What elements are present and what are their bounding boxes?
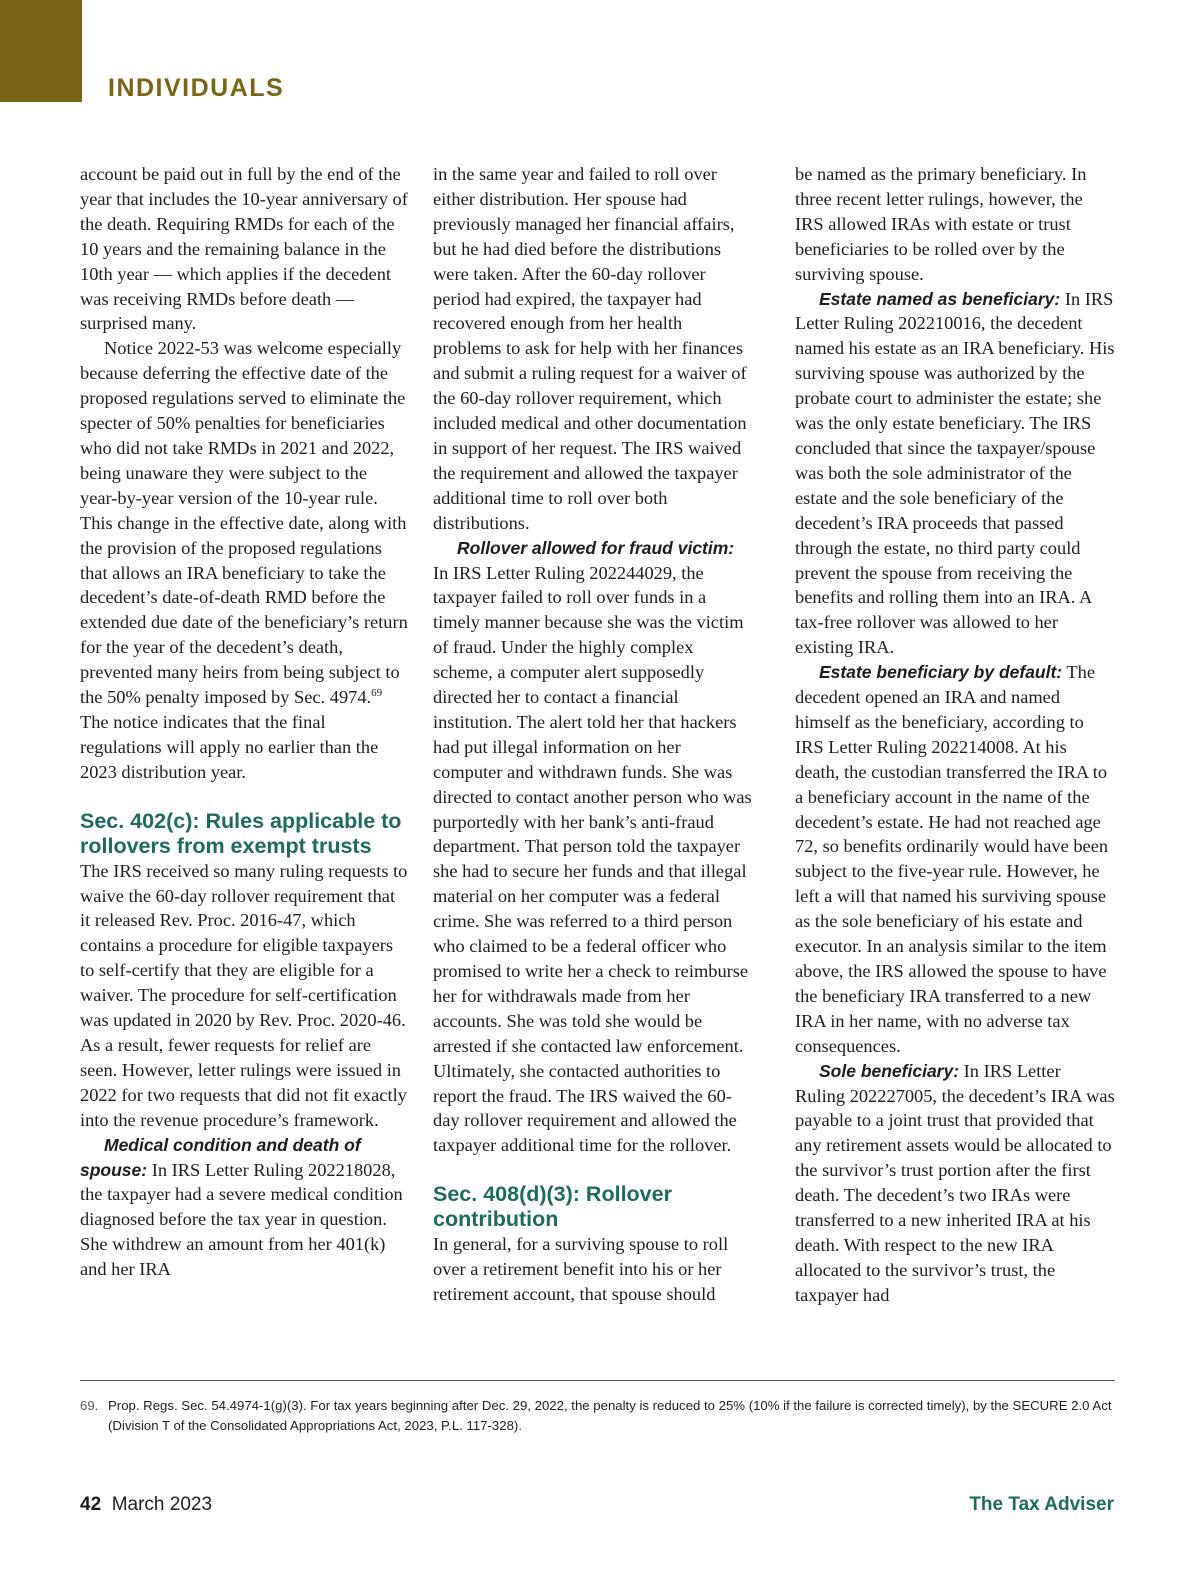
paragraph (795, 660, 1115, 1059)
page-number: 42 (80, 1494, 102, 1515)
section-heading-408d3: Sec. 408(d)(3): Rollover contribution (433, 1182, 672, 1232)
text-run: The notice indicates that the final regulations will apply no earlier than the 2023 distribution year. (80, 711, 379, 782)
publication-name: The Tax Adviser (969, 1494, 1114, 1515)
section-label: INDIVIDUALS (108, 74, 285, 102)
footnote-69 (80, 1396, 1115, 1436)
paragraph: account be paid out in full by the end of the year that includes the 10-year anniversary of the death. Requiring RMDs for each of the 10 years and the remaining balance in the 10th year — which applies if the decedent was receiving RMDs before death — surprised many. (80, 164, 408, 334)
footnote-text: Prop. Regs. Sec. 54.4974-1(g)(3). For tax years beginning after Dec. 29, 2022, the penalty is reduced to 25% (10% if the failure is corrected timely), by the SECURE 2.0 Act (Division T of the Consolidated Appropriations Act, 2023, P.L. 117-328). (108, 1398, 1112, 1433)
column-3 (795, 162, 1115, 1308)
footnote-number: 69. (80, 1398, 99, 1413)
footnote-ref-69[interactable]: 69 (371, 686, 383, 699)
run-in-heading: Sole beneficiary: (819, 1060, 960, 1081)
column-2 (433, 162, 753, 1307)
page-folio (80, 1494, 212, 1516)
run-in-heading: Rollover allowed for fraud victim: (457, 537, 735, 558)
paragraph (433, 536, 753, 1159)
text-run: In IRS Letter Ruling 202218028, the taxpayer had a severe medical condition diagnosed before the tax year in question. She withdrew an amount from her 401(k) and her IRA (80, 1159, 403, 1280)
text-run: In IRS Letter Ruling 202244029, the taxpayer failed to roll over funds in a timely manner because she was the victim of fraud. Under the highly complex scheme, a computer alert supposedly directed her to contact a financial institution. The alert told her that hackers had put illegal information on her computer and withdrawn funds. She was directed to contact another person who was purportedly with her bank’s anti-fraud department. That person told the taxpayer she had to secure her funds and that illegal material on her computer was a federal crime. She was referred to a third person who claimed to be a federal officer who promised to write her a check to reimburse her for withdrawals made from her accounts. She was told she would be arrested if she contacted law enforcement. Ultimately, she contacted authorities to report the fraud. The IRS waived the 60-day rollover requirement and allowed the taxpayer additional time for the rollover. (433, 562, 752, 1156)
article-body (80, 162, 1115, 1362)
section-heading-402c: Sec. 402(c): Rules applicable to rollovers from exempt trusts (80, 808, 402, 858)
paragraph (795, 1059, 1115, 1308)
run-in-heading: Medical condition and death of spouse: (80, 1134, 361, 1180)
text-run: The decedent opened an IRA and named himself as the beneficiary, according to IRS Letter Ruling 202214008. At his death, the custodian transferred the IRA to a beneficiary account in the name of the decedent’s estate. He had not reached age 72, so benefits ordinarily would have been subject to the five-year rule. However, he left a will that named his surviving spouse as the sole beneficiary of his estate and executor. In an analysis similar to the item above, the IRS allowed the spouse to have the beneficiary IRA transferred to a new IRA in her name, with no adverse tax consequences. (795, 662, 1109, 1056)
paragraph-with-footnote (80, 336, 408, 784)
text-run: In IRS Letter Ruling 202227005, the decedent’s IRA was payable to a joint trust that provided that any retirement assets would be allocated to the survivor’s trust portion after the first death. The decedent’s two IRAs were transferred to a new inherited IRA at his death. With respect to the new IRA allocated to the survivor’s trust, the taxpayer had (795, 1060, 1115, 1305)
paragraph: in the same year and failed to roll over either distribution. Her spouse had previously managed her financial affairs, but he had died before the distributions were taken. After the 60-day rollover period had expired, the taxpayer had recovered enough from her health problems to ask for help with her finances and submit a ruling request for a waiver of the 60-day rollover requirement, which included medical and other documentation in support of her request. The IRS waived the requirement and allowed the taxpayer additional time to roll over both distributions. (433, 164, 747, 533)
section-color-block (0, 0, 82, 102)
issue-date: March 2023 (111, 1494, 213, 1515)
paragraph: In general, for a surviving spouse to roll over a retirement benefit into his or her retirement account, that spouse should (433, 1234, 729, 1305)
footnote-divider (80, 1380, 1115, 1381)
text-run: In IRS Letter Ruling 202210016, the decedent named his estate as an IRA beneficiary. His surviving spouse was authorized by the probate court to administer the estate; she was the only estate beneficiary. The IRS concluded that since the taxpayer/spouse was both the sole administrator of the estate and the sole beneficiary of the decedent’s IRA proceeds that passed through the estate, no third party could prevent the spouse from receiving the benefits and rolling them into an IRA. A tax-free rollover was allowed to her existing IRA. (795, 288, 1115, 658)
paragraph: be named as the primary beneficiary. In three recent letter rulings, however, the IRS allowed IRAs with estate or trust beneficiaries to be rolled over by the surviving spouse. (795, 164, 1087, 284)
paragraph (795, 287, 1115, 661)
run-in-heading: Estate named as beneficiary: (819, 288, 1061, 309)
run-in-heading: Estate beneficiary by default: (819, 662, 1063, 683)
column-1 (80, 162, 408, 1282)
text-run: Notice 2022-53 was welcome especially because deferring the effective date of the proposed regulations served to eliminate the specter of 50% penalties for beneficiaries who did not take RMDs in 2021 and 2022, being unaware they were subject to the year-by-year version of the 10-year rule. This change in the effective date, along with the provision of the proposed regulations that allows an IRA beneficiary to take the decedent’s date-of-death RMD before the extended due date of the beneficiary’s return for the year of the decedent’s death, prevented many heirs from being subject to the 50% penalty imposed by Sec. 4974. (80, 338, 408, 708)
paragraph (80, 1133, 408, 1282)
paragraph: The IRS received so many ruling requests to waive the 60-day rollover requirement that it released Rev. Proc. 2016-47, which contains a procedure for eligible taxpayers to self-certify that they are eligible for a waiver. The procedure for self-certification was updated in 2020 by Rev. Proc. 2020-46. As a result, fewer requests for relief are seen. However, letter rulings were issued in 2022 for two requests that did not fit exactly into the revenue procedure’s framework. (80, 860, 408, 1130)
